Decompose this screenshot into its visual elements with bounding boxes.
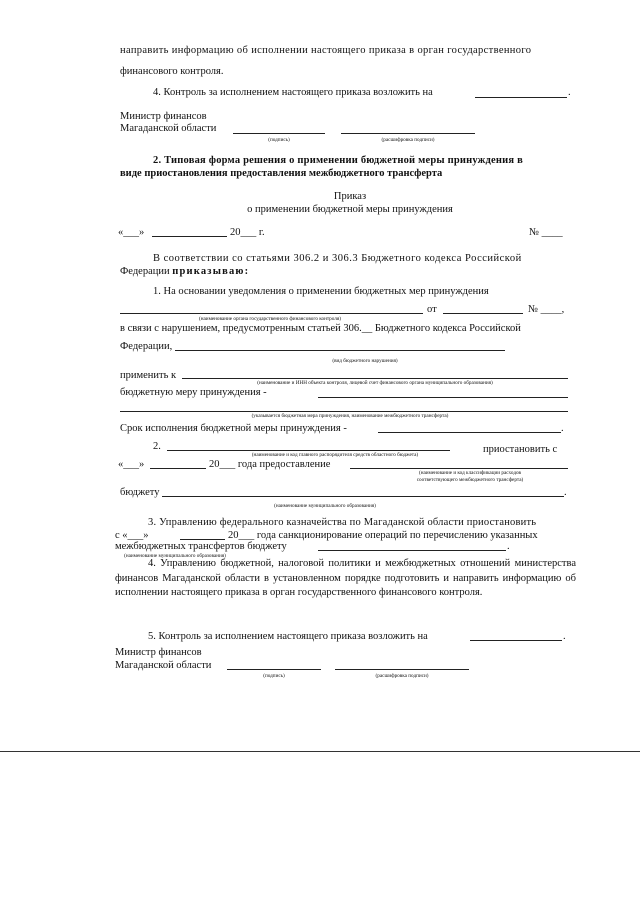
order-number: № ____ xyxy=(529,227,563,238)
caption-object: (наименование и ИНН объекта контроля, лицевой счет финансового органа муниципального образования) xyxy=(257,380,493,386)
paragraph-5: 5. Контроль за исполнением настоящего приказа возложить на xyxy=(148,631,428,642)
fill-in-line xyxy=(175,350,505,351)
punctuation: . xyxy=(507,541,510,552)
page-divider xyxy=(0,751,640,752)
paragraph-4: 4. Управлению бюджетной, налоговой политики и межбюджетных отношений министерства финансов Магаданской области в установленном порядке подготовить и направить информацию об исполнении настоящего приказа в орган государственного финансового контроля. xyxy=(115,558,576,598)
paragraph-2-number: 2. xyxy=(153,441,161,452)
order-date-day: «___» xyxy=(118,227,145,238)
paragraph-line: финансового контроля. xyxy=(120,66,224,77)
caption-control-body: (наименование органа государственного финансового контроля) xyxy=(198,316,341,322)
order-date-year: 20___ г. xyxy=(230,227,265,238)
fill-in-line xyxy=(350,468,568,469)
p2-year-text: 20___ года предоставление xyxy=(209,459,331,470)
fill-in-line xyxy=(318,550,506,551)
caption-manager: (наименование и код главного распорядителя средств областного бюджета) xyxy=(251,452,419,458)
punctuation: . xyxy=(564,487,567,498)
minister-title: Министр финансов xyxy=(115,647,202,658)
number-label: № ____, xyxy=(528,304,565,315)
minister-title: Министр финансов xyxy=(120,111,207,122)
paragraph-3-line: 3. Управлению федерального казначейства по Магаданской области приостановить xyxy=(148,517,537,528)
signature-caption: (подпись) xyxy=(263,673,285,679)
fill-in-line xyxy=(167,450,450,451)
punctuation: . xyxy=(563,631,566,642)
fill-in-line xyxy=(182,378,568,379)
intro-line xyxy=(120,265,249,278)
fill-in-line xyxy=(378,432,561,433)
punctuation: . xyxy=(568,87,571,98)
budget-label: бюджету xyxy=(120,487,160,498)
minister-region: Магаданской области xyxy=(115,660,212,671)
caption-expense-1: (наименование и код классификации расходов xyxy=(418,470,522,476)
suspend-label: приостановить с xyxy=(483,444,558,455)
order-verb: приказываю: xyxy=(172,266,250,277)
caption-measure: (указывается бюджетная мера принуждения, наименование межбюджетного трансферта) xyxy=(251,413,449,419)
signature-line xyxy=(227,669,321,670)
decoding-caption: (расшифровка подписи) xyxy=(375,673,429,679)
caption-violation-type: (вид бюджетного нарушения) xyxy=(332,358,398,364)
signature-decoding-line xyxy=(341,133,475,134)
p2-date-day: «___» xyxy=(118,459,145,470)
decoding-caption: (расшифровка подписи) xyxy=(381,137,435,143)
from-label: от xyxy=(427,304,437,315)
apply-to-label: применить к xyxy=(120,370,177,381)
violation-line: в связи с нарушением, предусмотренным статьей 306.__ Бюджетного кодекса Российской xyxy=(120,323,521,334)
minister-region: Магаданской области xyxy=(120,123,217,134)
paragraph-3-date: с «___» xyxy=(115,530,149,541)
measure-label: бюджетную меру принуждения - xyxy=(120,387,267,398)
fill-in-line xyxy=(120,411,568,412)
control-paragraph: 4. Контроль за исполнением настоящего приказа возложить на xyxy=(153,87,433,98)
paragraph-3-line: 20___ года санкционирование операций по перечислению указанных xyxy=(228,530,538,541)
signature-line xyxy=(233,133,325,134)
fill-in-line xyxy=(470,640,562,641)
paragraph-line: направить информацию об исполнении настоящего приказа в орган государственного xyxy=(120,45,532,56)
fill-in-line xyxy=(120,313,423,314)
order-title: Приказ xyxy=(333,191,367,202)
order-subtitle: о применении бюджетной меры принуждения xyxy=(247,204,453,215)
fill-in-line xyxy=(162,496,564,497)
paragraph-3-line: межбюджетных трансфертов бюджету xyxy=(115,541,287,552)
fill-in-line xyxy=(318,397,568,398)
signature-decoding-line xyxy=(335,669,469,670)
section-heading: 2. Типовая форма решения о применении бюджетной меры принуждения в xyxy=(153,155,523,166)
signature-caption: (подпись) xyxy=(268,137,290,143)
fill-in-line xyxy=(475,97,567,98)
caption-municipal: (наименование муниципального образования) xyxy=(274,503,376,509)
fill-in-line xyxy=(152,236,227,237)
section-heading: виде приостановления предоставления межбюджетного трансферта xyxy=(120,168,443,179)
paragraph-1: 1. На основании уведомления о применении бюджетных мер принуждения xyxy=(153,286,489,297)
intro-text: Федерации xyxy=(120,266,170,277)
federation-label: Федерации, xyxy=(120,341,173,352)
intro-line: В соответствии со статьями 306.2 и 306.3 Бюджетного кодекса Российской xyxy=(153,253,522,264)
caption-expense-2: соответствующего межбюджетного трансферта) xyxy=(416,477,524,483)
punctuation: . xyxy=(561,423,564,434)
fill-in-line xyxy=(443,313,523,314)
term-label: Срок исполнения бюджетной меры принуждения - xyxy=(120,423,347,434)
caption-municipal: (наименование муниципального образования) xyxy=(124,553,226,559)
fill-in-line xyxy=(150,468,206,469)
